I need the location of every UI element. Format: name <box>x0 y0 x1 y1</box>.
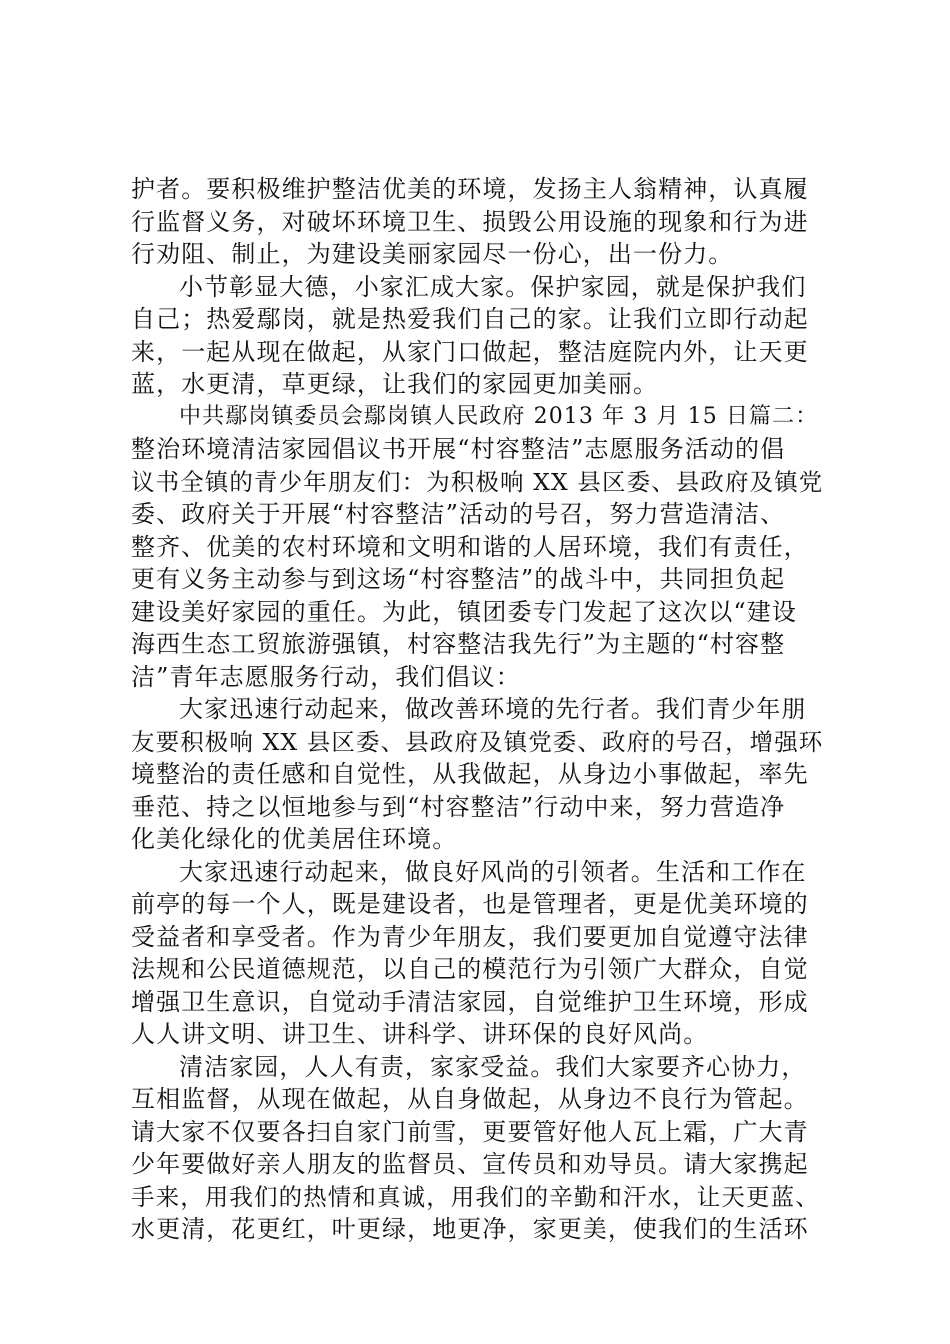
text-line: 水更清，花更红，叶更绿，地更净，家更美，使我们的生活环 <box>131 1215 809 1243</box>
text-line: 蓝，水更清，草更绿，让我们的家园更加美丽。 <box>131 370 659 398</box>
text-line: 境整治的责任感和自觉性，从我做起，从身边小事做起，率先 <box>131 760 809 788</box>
text-line: 洁”青年志愿服务行动，我们倡议： <box>131 662 521 691</box>
text-line: 委、政府关于开展“村容整洁”活动的号召，努力营造清洁、 <box>131 500 786 528</box>
text-line: 小节彰显大德，小家汇成大家。保护家园，就是保护我们 <box>179 272 807 301</box>
text-line: 自己；热爱鄢岗，就是热爱我们自己的家。让我们立即行动起 <box>131 305 809 333</box>
text-line: 来，一起从现在做起，从家门口做起，整洁庭院内外，让天更 <box>131 337 809 366</box>
document-body <box>131 173 831 1246</box>
text-line: 手来，用我们的热情和真诚，用我们的辛勤和汗水，让天更蓝、 <box>131 1182 820 1211</box>
text-line: 人人讲文明、讲卫生、讲科学、讲环保的良好风尚。 <box>131 1020 709 1048</box>
text-line: 建设美好家园的重任。为此，镇团委专门发起了这次以“建设 <box>131 597 797 626</box>
text-line: 议书全镇的青少年朋友们：为积极响 XX 县区委、县政府及镇党 <box>131 467 824 496</box>
text-line: 增强卫生意识，自觉动手清洁家园，自觉维护卫生环境，形成 <box>131 987 809 1016</box>
text-line: 友要积极响 XX 县区委、县政府及镇党委、政府的号召，增强环 <box>131 727 824 756</box>
text-line: 整治环境清洁家园倡议书开展“村容整洁”志愿服务活动的倡 <box>131 435 786 463</box>
text-line: 清洁家园，人人有责，家家受益。我们大家要齐心协力， <box>179 1052 807 1081</box>
text-line: 法规和公民道德规范，以自己的模范行为引领广大群众，自觉 <box>131 955 809 983</box>
text-line: 受益者和享受者。作为青少年朋友，我们要更加自觉遵守法律 <box>131 922 809 951</box>
text-line: 大家迅速行动起来，做改善环境的先行者。我们青少年朋 <box>179 695 807 723</box>
text-line: 互相监督，从现在做起，从自身做起，从身边不良行为管起。 <box>131 1085 809 1113</box>
text-line: 整齐、优美的农村环境和文明和谐的人居环境，我们有责任， <box>131 532 809 561</box>
text-line: 护者。要积极维护整洁优美的环境，发扬主人翁精神，认真履 <box>131 175 809 203</box>
text-line: 少年要做好亲人朋友的监督员、宣传员和劝导员。请大家携起 <box>131 1150 809 1178</box>
text-line: 化美化绿化的优美居住环境。 <box>131 825 458 853</box>
text-line: 海西生态工贸旅游强镇，村容整洁我先行”为主题的“村容整 <box>131 630 786 658</box>
text-line: 请大家不仅要各扫自家门前雪，更要管好他人瓦上霜，广大青 <box>131 1117 809 1146</box>
text-line: 行监督义务，对破坏环境卫生、损毁公用设施的现象和行为进 <box>131 207 809 236</box>
text-line: 大家迅速行动起来，做良好风尚的引领者。生活和工作在 <box>179 857 807 886</box>
text-line: 更有义务主动参与到这场“村容整洁”的战斗中，共同担负起 <box>131 565 786 593</box>
text-line: 行劝阻、制止，为建设美丽家园尽一份心，出一份力。 <box>131 240 734 268</box>
text-line: 中共鄢岗镇委员会鄢岗镇人民政府 2013 年 3 月 15 日篇二： <box>179 403 819 429</box>
text-line: 前亭的每一个人，既是建设者，也是管理者，更是优美环境的 <box>131 890 809 918</box>
text-line: 垂范、持之以恒地参与到“村容整洁”行动中来，努力营造净 <box>131 792 786 821</box>
